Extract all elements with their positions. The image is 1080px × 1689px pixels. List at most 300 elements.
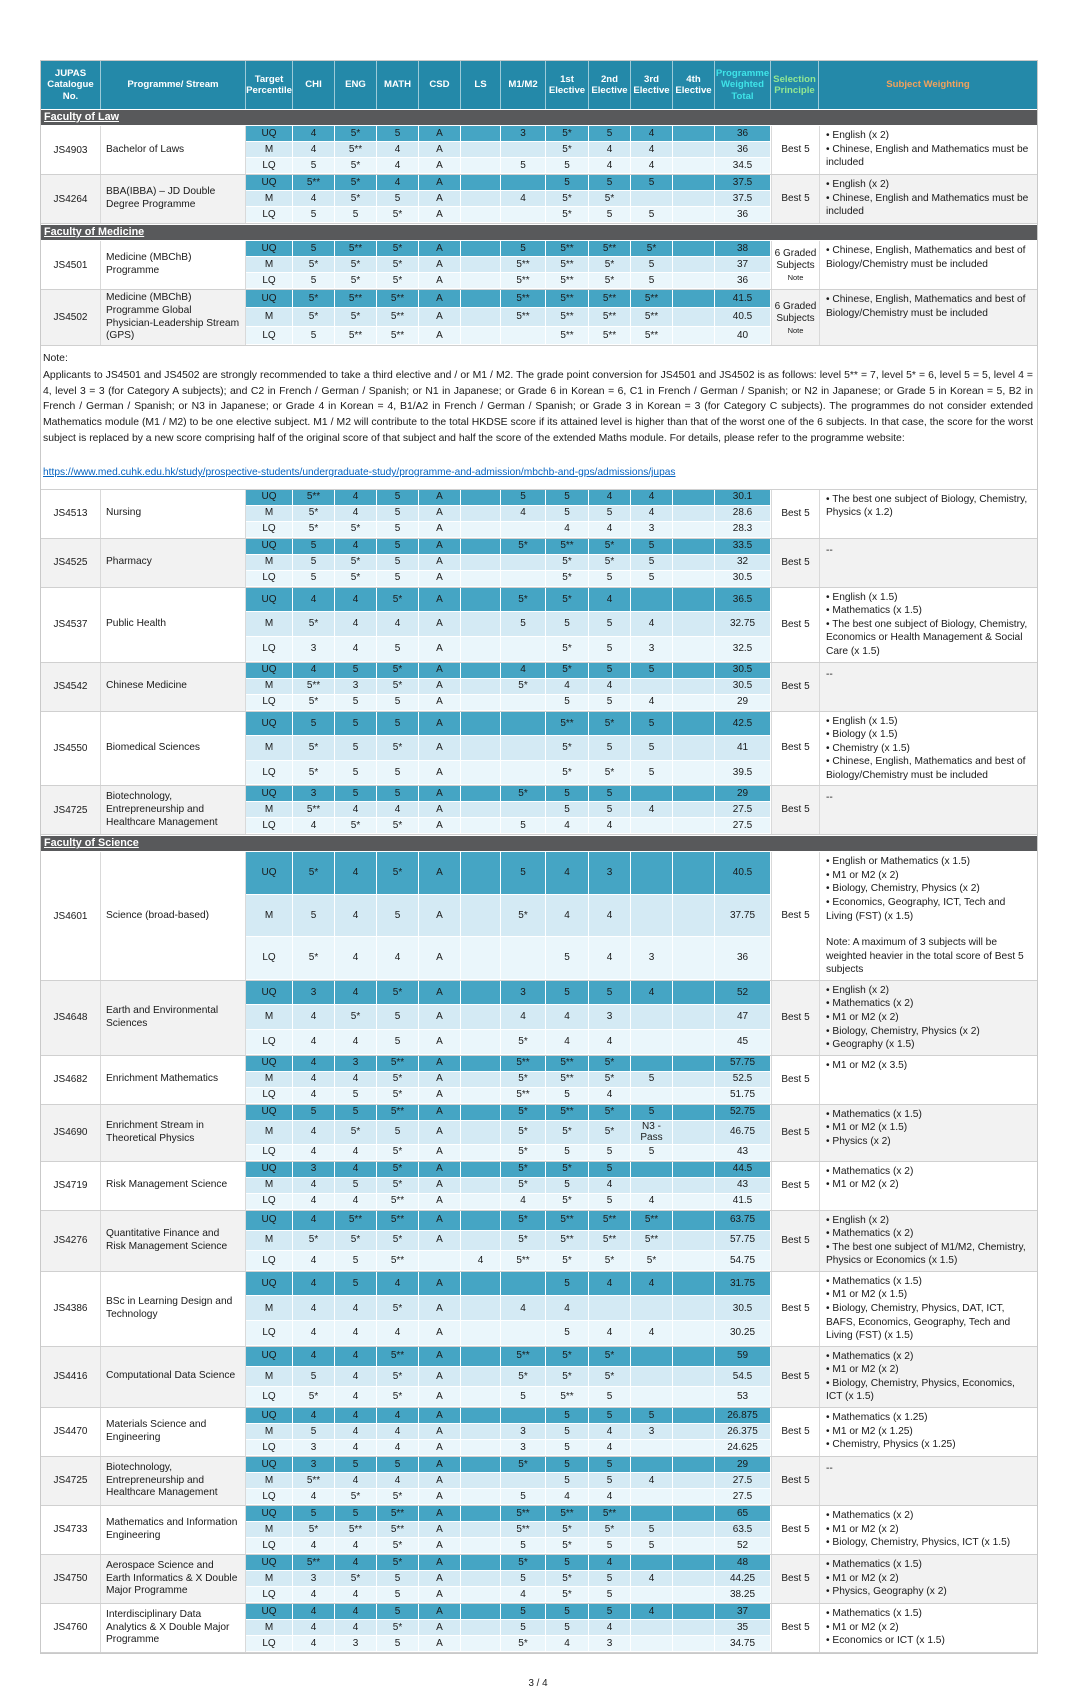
grade-cell: 4 (293, 1072, 335, 1088)
grade-cell: 4 (293, 818, 335, 834)
weighted-total: 27.5 (715, 818, 771, 834)
grade-cell: 4 (335, 802, 377, 818)
selection-principle-text: Best 5 (781, 144, 810, 155)
subject-weighting-note: Note: A maximum of 3 subjects will be weighted heavier in the total score of Best 5 subjects (826, 937, 1024, 976)
grade-cell: N3 - Pass (631, 1121, 673, 1145)
grade-cell: 5** (501, 1522, 546, 1538)
programme-name: Computational Data Science (101, 1347, 246, 1407)
grade-cell: 5** (293, 802, 335, 818)
grade-cell: 5** (501, 1347, 546, 1367)
grade-cell: A (419, 1387, 461, 1407)
programme-code: JS4719 (41, 1162, 101, 1210)
grade-cell (673, 241, 715, 257)
grade-cell (631, 1088, 673, 1104)
grade-cell: 5 (631, 175, 673, 191)
grade-cell: 4 (335, 1145, 377, 1161)
weighted-total: 24.625 (715, 1440, 771, 1456)
grade-cell: 4 (293, 1272, 335, 1297)
percentile-label: LQ (246, 637, 293, 662)
grade-cell (631, 852, 673, 895)
subject-weighting (819, 1211, 1037, 1271)
weighted-total: 38.25 (715, 1587, 771, 1603)
subject-weighting (819, 290, 1037, 345)
grade-cell (461, 1408, 501, 1424)
subject-weighting-empty: -- (826, 792, 833, 804)
weighted-total: 57.75 (715, 1056, 771, 1072)
grade-cell: 4 (293, 191, 335, 207)
grade-cell: A (419, 1056, 461, 1072)
grade-cell: 5* (335, 1489, 377, 1505)
grade-cell: 5* (501, 1072, 546, 1088)
grade-cell (461, 981, 501, 1006)
grade-cell: 5* (293, 852, 335, 895)
programme-name: Biotechnology, Entrepreneurship and Healthcare Management (101, 786, 246, 834)
grade-cell: 4 (293, 1604, 335, 1620)
grade-cell: 5 (589, 506, 631, 522)
percentile-label: M (246, 1121, 293, 1145)
grade-cell: 5 (631, 257, 673, 273)
subject-weighting (819, 1604, 1037, 1652)
grade-cell: A (419, 786, 461, 802)
grade-cell: 4 (293, 1088, 335, 1104)
percentile-label: UQ (246, 852, 293, 895)
column-header: Subject Weighting (819, 61, 1037, 109)
grade-cell: 5* (501, 1211, 546, 1231)
grade-cell (673, 1506, 715, 1522)
grade-cell: 5* (546, 1194, 589, 1210)
grade-cell (673, 1272, 715, 1297)
weighted-total: 41 (715, 736, 771, 761)
subject-weighting (819, 1347, 1037, 1407)
grade-cell: 5** (501, 1088, 546, 1104)
grade-cell (673, 126, 715, 142)
grade-cell: 5* (501, 1555, 546, 1571)
grade-cell: 4 (631, 981, 673, 1006)
grade-cell: 5* (546, 1121, 589, 1145)
grade-cell: 3 (293, 1457, 335, 1473)
subject-weighting-empty: -- (826, 544, 833, 556)
grade-cell (461, 1211, 501, 1231)
grade-cell: 4 (631, 506, 673, 522)
grade-cell: 4 (501, 1194, 546, 1210)
grade-cell: 3 (631, 937, 673, 980)
selection-principle-text: Best 5 (781, 1234, 810, 1246)
grade-cell (673, 1440, 715, 1456)
subject-weighting-item: • Biology, Chemistry, Physics, ICT (x 1.5) (826, 1537, 1011, 1549)
grade-cell: 5** (546, 1056, 589, 1072)
percentile-label: M (246, 1424, 293, 1440)
grade-cell: 5* (501, 786, 546, 802)
grade-cell: 5** (546, 308, 589, 326)
grade-cell: 5 (293, 327, 335, 345)
subject-weighting-item: • M1 or M2 (x 2) (826, 869, 899, 881)
grade-cell (461, 1194, 501, 1210)
subject-weighting-item: • Mathematics (x 2) (826, 998, 914, 1010)
grade-cell: 4 (546, 1005, 589, 1030)
programme-block (41, 1272, 1037, 1347)
grade-cell (673, 1105, 715, 1121)
grade-cell (461, 736, 501, 761)
selection-principle (771, 1457, 819, 1505)
percentile-label: LQ (246, 1251, 293, 1271)
programme-code: JS4725 (41, 786, 101, 834)
grade-cell (461, 588, 501, 613)
grade-cell: 4 (546, 1296, 589, 1321)
grade-cell: 5 (293, 241, 335, 257)
grade-cell (673, 1072, 715, 1088)
grade-cell: 5 (293, 712, 335, 737)
grade-cell (673, 736, 715, 761)
grade-cell: 4 (335, 1347, 377, 1367)
weighted-total: 30.1 (715, 490, 771, 506)
grade-cell: 5** (589, 241, 631, 257)
column-header: CSD (419, 61, 461, 109)
grade-cell (673, 802, 715, 818)
grade-cell: A (419, 1005, 461, 1030)
grade-cell: 5** (631, 1211, 673, 1231)
grade-cell (631, 1587, 673, 1603)
grade-cell (673, 612, 715, 637)
percentile-label: LQ (246, 695, 293, 711)
grade-cell: A (419, 679, 461, 695)
subject-weighting (819, 1408, 1037, 1456)
grade-cell: 5 (631, 1538, 673, 1554)
programme-block (41, 663, 1037, 712)
subject-weighting-item: • M1 or M2 (x 2) (826, 1179, 899, 1191)
grade-cell: 5 (589, 1473, 631, 1489)
grade-cell (673, 506, 715, 522)
grade-cell (461, 1424, 501, 1440)
grade-cell: A (419, 257, 461, 273)
grade-cell: 5** (293, 1555, 335, 1571)
grade-cell: A (419, 1408, 461, 1424)
grade-cell: 5* (377, 241, 419, 257)
grade-cell: 5* (501, 1030, 546, 1055)
grade-cell: 5 (546, 937, 589, 980)
weighted-total: 36 (715, 126, 771, 142)
grade-cell (419, 1251, 461, 1271)
weighted-total: 43 (715, 1145, 771, 1161)
grade-cell: 5* (377, 1387, 419, 1407)
grade-cell: A (419, 663, 461, 679)
weighted-total: 41.5 (715, 290, 771, 308)
grade-cell: 5 (377, 126, 419, 142)
weighted-total: 40 (715, 327, 771, 345)
subject-weighting-item: • English (x 2) (826, 1214, 890, 1226)
weighted-total: 41.5 (715, 1194, 771, 1210)
percentile-label: M (246, 895, 293, 938)
grade-cell: 5* (293, 937, 335, 980)
grade-cell: 5** (377, 1506, 419, 1522)
grade-cell: A (419, 637, 461, 662)
grade-cell (461, 786, 501, 802)
subject-weighting-item: • Mathematics (x 1.5) (826, 1607, 922, 1619)
weighted-total: 54.5 (715, 1367, 771, 1387)
grade-cell: 4 (293, 663, 335, 679)
programme-website-link[interactable]: https://www.med.cuhk.edu.hk/study/prospective-students/undergraduate-study/programme-and-admission/mbchb-and-gps/admissions/jupas (43, 466, 676, 478)
grade-cell (461, 1555, 501, 1571)
grade-cell (501, 1321, 546, 1346)
weighted-total: 44.25 (715, 1571, 771, 1587)
subject-weighting (819, 490, 1037, 538)
grade-cell: 5** (546, 1211, 589, 1231)
subject-weighting-item: • The best one subject of M1/M2, Chemistry, Physics or Economics (x 1.5) (826, 1241, 1026, 1267)
grade-cell: 4 (335, 490, 377, 506)
grade-cell: 4 (631, 1604, 673, 1620)
grade-cell: 5 (377, 571, 419, 587)
grade-cell: 5 (589, 612, 631, 637)
percentile-label: M (246, 612, 293, 637)
grade-cell: 5** (589, 1231, 631, 1251)
grade-cell (461, 207, 501, 223)
grade-cell (461, 1088, 501, 1104)
subject-weighting (819, 241, 1037, 289)
grade-cell: 4 (589, 1424, 631, 1440)
weighted-total: 30.5 (715, 571, 771, 587)
programme-block (41, 1506, 1037, 1555)
grade-cell: 5 (589, 1145, 631, 1161)
grade-cell: 4 (589, 1620, 631, 1636)
grade-cell: 5 (501, 818, 546, 834)
programme-name: BSc in Learning Design and Technology (101, 1272, 246, 1346)
grade-cell: 4 (589, 895, 631, 938)
grade-cell: 5** (501, 1506, 546, 1522)
percentile-label: UQ (246, 1347, 293, 1367)
subject-weighting-item: • Economics, Geography, ICT, Tech and Living (FST) (x 1.5) (826, 897, 1006, 922)
grade-cell: A (419, 695, 461, 711)
grade-cell (673, 1296, 715, 1321)
grade-cell: 5* (335, 818, 377, 834)
grade-cell: 4 (335, 1555, 377, 1571)
grade-cell: 5** (546, 1072, 589, 1088)
grade-cell (461, 522, 501, 538)
grade-cell: 5* (546, 588, 589, 613)
grade-cell: A (419, 1457, 461, 1473)
weighted-total: 36 (715, 273, 771, 289)
grade-cell: 4 (501, 506, 546, 522)
selection-principle (771, 175, 819, 223)
grade-cell: 5 (546, 1457, 589, 1473)
weighted-total: 37 (715, 1604, 771, 1620)
grade-cell (461, 1272, 501, 1297)
grade-cell: 4 (461, 1251, 501, 1271)
grade-cell: A (419, 1489, 461, 1505)
grade-cell: 4 (589, 490, 631, 506)
grade-cell (673, 1408, 715, 1424)
selection-principle-text: Best 5 (781, 804, 810, 816)
grade-cell: 5* (377, 257, 419, 273)
grade-cell: 5* (293, 1387, 335, 1407)
grade-cell: 5* (589, 1072, 631, 1088)
grade-cell: 5* (546, 1538, 589, 1554)
grade-cell (673, 1005, 715, 1030)
weighted-total: 32.75 (715, 612, 771, 637)
weighted-total: 54.75 (715, 1251, 771, 1271)
grade-cell (461, 191, 501, 207)
grade-cell: 4 (335, 539, 377, 555)
grade-cell: 5 (546, 1424, 589, 1440)
weighted-total: 30.5 (715, 1296, 771, 1321)
grade-cell (631, 1296, 673, 1321)
selection-principle-text: Best 5 (781, 1621, 810, 1633)
grade-cell (461, 612, 501, 637)
pdf-page (40, 0, 1036, 1689)
grade-cell (673, 207, 715, 223)
grade-cell: 5 (589, 1587, 631, 1603)
grade-cell: 5* (377, 981, 419, 1006)
percentile-label: LQ (246, 571, 293, 587)
subject-weighting-item: • Biology (x 1.5) (826, 729, 898, 741)
grade-cell: 5* (501, 679, 546, 695)
grade-cell (673, 1636, 715, 1652)
programme-name: Chinese Medicine (101, 663, 246, 711)
grade-cell: 5* (335, 1005, 377, 1030)
grade-cell: 4 (293, 1251, 335, 1271)
grade-cell: 5 (293, 555, 335, 571)
grade-cell: 5* (589, 1522, 631, 1538)
weighted-total: 52.75 (715, 1105, 771, 1121)
selection-principle (771, 490, 819, 538)
grade-cell: 4 (335, 1440, 377, 1456)
grade-cell (673, 1321, 715, 1346)
grade-cell: A (419, 1440, 461, 1456)
grade-cell: 4 (293, 1005, 335, 1030)
grade-cell: 5 (377, 539, 419, 555)
percentile-label: M (246, 1522, 293, 1538)
grade-cell: 5* (631, 1251, 673, 1271)
percentile-label: LQ (246, 1321, 293, 1346)
grade-cell (501, 695, 546, 711)
grade-cell: 5 (377, 695, 419, 711)
grade-cell (673, 786, 715, 802)
programme-block (41, 241, 1037, 290)
grade-cell: 5* (293, 257, 335, 273)
selection-principle-text: Best 5 (781, 618, 810, 630)
subject-weighting-item: • Physics (x 2) (826, 1135, 891, 1147)
grade-cell: 5** (335, 327, 377, 345)
subject-weighting-item: • Biology, Chemistry, Physics (x 2) (826, 883, 980, 895)
grade-cell: 5** (546, 1506, 589, 1522)
programme-block (41, 490, 1037, 539)
grade-cell: 5* (546, 1251, 589, 1271)
subject-weighting-item: • Mathematics (x 1.5) (826, 1108, 922, 1120)
grade-cell (673, 142, 715, 158)
grade-cell: 5 (546, 1473, 589, 1489)
grade-cell (673, 175, 715, 191)
programme-code: JS4513 (41, 490, 101, 538)
percentile-label: UQ (246, 175, 293, 191)
programme-code: JS4725 (41, 1457, 101, 1505)
admission-grades-table (40, 60, 1038, 1654)
programme-name: Medicine (MBChB) Programme Global Physician-Leadership Stream (GPS) (101, 290, 246, 345)
weighted-total: 30.5 (715, 679, 771, 695)
selection-principle (771, 1056, 819, 1104)
grade-cell: 5 (546, 1604, 589, 1620)
programme-name: Bachelor of Laws (101, 126, 246, 174)
grade-cell: 5* (335, 273, 377, 289)
weighted-total: 37.75 (715, 895, 771, 938)
grade-cell (461, 1056, 501, 1072)
note-link-row (43, 465, 1033, 481)
grade-cell: A (419, 1321, 461, 1346)
grade-cell: A (419, 1555, 461, 1571)
percentile-label: LQ (246, 1194, 293, 1210)
grade-cell: 5 (377, 1121, 419, 1145)
grade-cell: 5 (377, 1636, 419, 1652)
percentile-label: UQ (246, 1555, 293, 1571)
grade-cell: 5** (501, 1251, 546, 1271)
selection-principle-text: Best 5 (781, 742, 810, 754)
percentile-label: M (246, 679, 293, 695)
grade-cell: 5 (589, 126, 631, 142)
grade-cell: 4 (377, 175, 419, 191)
grade-cell: A (419, 241, 461, 257)
grade-cell (631, 895, 673, 938)
programme-block (41, 175, 1037, 224)
table-header-row (41, 61, 1037, 109)
grade-cell (501, 802, 546, 818)
subject-weighting-item: • Economics or ICT (x 1.5) (826, 1635, 945, 1647)
grade-cell (631, 1162, 673, 1178)
grade-cell: 5* (293, 695, 335, 711)
grade-cell: 5** (377, 1522, 419, 1538)
grade-cell: 5** (335, 142, 377, 158)
grade-cell (631, 786, 673, 802)
grade-cell: 5** (377, 1194, 419, 1210)
grade-cell: A (419, 142, 461, 158)
faculty-section-label: Faculty of Medicine (44, 226, 145, 238)
grade-cell: 5* (501, 1231, 546, 1251)
grade-cell: A (419, 1211, 461, 1231)
grade-cell: 5* (546, 663, 589, 679)
grade-cell (631, 1347, 673, 1367)
grade-cell: 5** (501, 257, 546, 273)
grade-cell: 4 (589, 937, 631, 980)
grade-cell (501, 1272, 546, 1297)
grade-cell: 5* (589, 712, 631, 737)
grade-cell: 5** (293, 175, 335, 191)
selection-principle (771, 1347, 819, 1407)
grade-cell: 5 (501, 1387, 546, 1407)
selection-principle (771, 663, 819, 711)
grade-cell: 4 (589, 588, 631, 613)
grade-cell (461, 937, 501, 980)
grade-cell: 5 (335, 1506, 377, 1522)
grade-cell (461, 663, 501, 679)
grade-cell: 5* (335, 1121, 377, 1145)
programme-name: Public Health (101, 588, 246, 662)
selection-principle-text: Best 5 (781, 1302, 810, 1314)
percentile-label: M (246, 1231, 293, 1251)
grade-cell (631, 1030, 673, 1055)
selection-principle (771, 1506, 819, 1554)
weighted-total: 39.5 (715, 761, 771, 786)
grade-cell: 4 (335, 852, 377, 895)
grade-cell: A (419, 327, 461, 345)
grade-cell: 4 (589, 679, 631, 695)
grade-cell (461, 126, 501, 142)
subject-weighting-item: • M1 or M2 (x 2) (826, 1621, 899, 1633)
grade-cell: 5* (377, 1178, 419, 1194)
weighted-total: 26.875 (715, 1408, 771, 1424)
grade-cell: 5* (293, 1231, 335, 1251)
weighted-total: 40.5 (715, 308, 771, 326)
programme-name: Quantitative Finance and Risk Management Science (101, 1211, 246, 1271)
grade-cell (673, 1587, 715, 1603)
grade-cell: 3 (293, 637, 335, 662)
grade-cell: 5** (377, 1347, 419, 1367)
grade-cell: 4 (589, 1030, 631, 1055)
